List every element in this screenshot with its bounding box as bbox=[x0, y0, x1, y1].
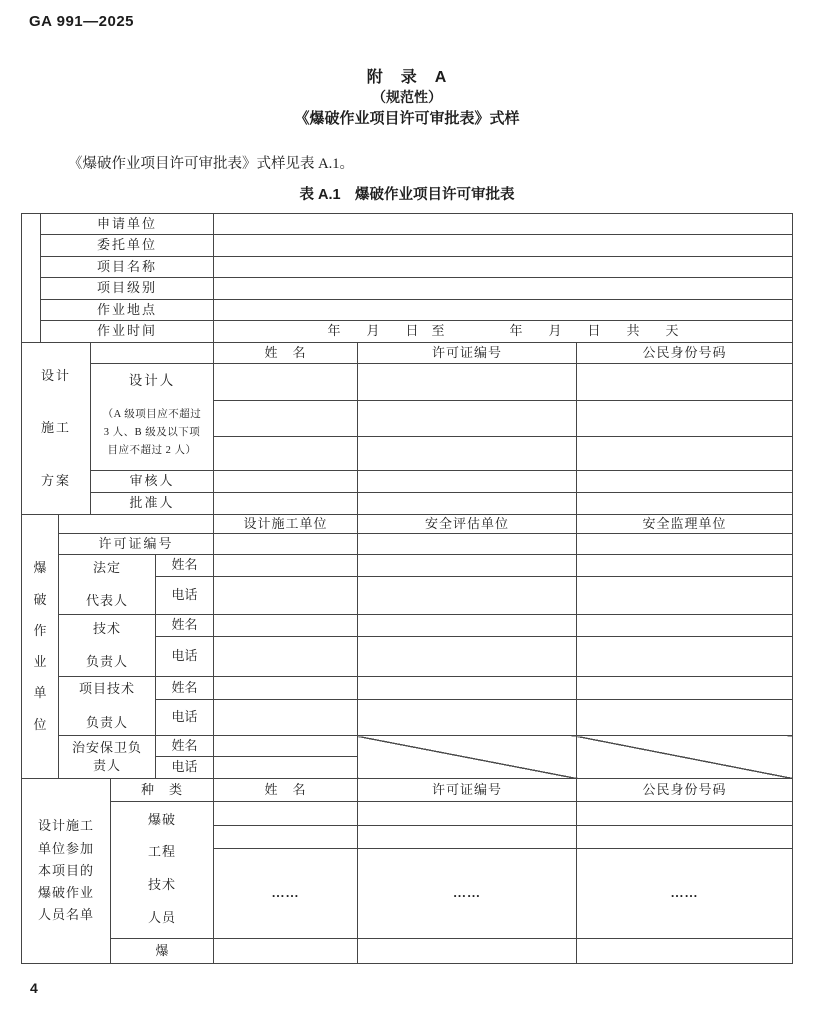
side-label-line: 方案 bbox=[40, 472, 71, 488]
value-cell bbox=[214, 278, 793, 300]
value-cell bbox=[577, 700, 793, 736]
page-number: 4 bbox=[30, 980, 38, 996]
value-cell bbox=[214, 637, 358, 677]
field-phone-label: 电话 bbox=[156, 577, 214, 615]
value-cell bbox=[577, 493, 793, 515]
field-label-work-site: 作业地点 bbox=[41, 300, 214, 321]
value-cell bbox=[214, 437, 358, 471]
field-name-label: 姓名 bbox=[156, 736, 214, 757]
role-label-line: 代表人 bbox=[85, 593, 128, 608]
value-cell bbox=[214, 257, 793, 278]
value-cell bbox=[577, 534, 793, 555]
role-label-line: 技术 bbox=[92, 620, 121, 636]
value-cell bbox=[214, 939, 358, 964]
value-cell bbox=[577, 471, 793, 493]
role-label-security-chief bbox=[59, 736, 156, 779]
value-cell bbox=[214, 364, 358, 401]
role-label-tech-chief bbox=[59, 615, 156, 677]
role-label-line: 责人 bbox=[92, 758, 121, 773]
header-citizen-id: 公民身份号码 bbox=[577, 779, 793, 802]
value-cell bbox=[577, 637, 793, 677]
header-name: 姓 名 bbox=[214, 779, 358, 802]
value-cell bbox=[577, 555, 793, 577]
unit-section-side-label bbox=[22, 515, 59, 779]
field-label-work-time: 作业时间 bbox=[41, 321, 214, 343]
type-label-line: 爆破 bbox=[147, 811, 176, 827]
header-permit-no: 许可证编号 bbox=[358, 343, 577, 364]
roster-label-line: 爆破作业 bbox=[37, 885, 94, 901]
value-cell bbox=[358, 700, 577, 736]
value-cell bbox=[214, 757, 358, 779]
value-cell bbox=[214, 577, 358, 615]
field-name-label: 姓名 bbox=[156, 677, 214, 700]
field-name-label: 姓名 bbox=[156, 555, 214, 577]
blank-header-cell bbox=[91, 343, 214, 364]
value-cell bbox=[358, 677, 577, 700]
value-cell bbox=[358, 555, 577, 577]
value-cell bbox=[358, 534, 577, 555]
reviewer-label: 审核人 bbox=[91, 471, 214, 493]
value-cell bbox=[358, 826, 577, 849]
intro-text: 《爆破作业项目许可审批表》式样见表 A.1。 bbox=[68, 156, 354, 172]
role-label-line: 治安保卫负 bbox=[71, 739, 142, 755]
type-label-line: 技术 bbox=[147, 877, 176, 893]
value-cell bbox=[358, 364, 577, 401]
ellipsis-cell: …… bbox=[577, 849, 793, 939]
value-cell bbox=[214, 555, 358, 577]
approval-table-wrapper bbox=[21, 213, 793, 964]
type-label-truncated: 爆 bbox=[111, 939, 214, 964]
value-cell bbox=[214, 677, 358, 700]
field-label-project-name: 项目名称 bbox=[41, 257, 214, 278]
side-label-char: 位 bbox=[33, 716, 47, 732]
field-label-applicant: 申请单位 bbox=[41, 214, 214, 235]
field-name-label: 姓名 bbox=[156, 615, 214, 637]
header-citizen-id: 公民身份号码 bbox=[577, 343, 793, 364]
header-assess-unit: 安全评估单位 bbox=[358, 515, 577, 534]
value-cell bbox=[214, 700, 358, 736]
header-name: 姓 名 bbox=[214, 343, 358, 364]
na-diagonal-cell bbox=[577, 736, 793, 779]
appendix-form-name: 《爆破作业项目许可审批表》式样 bbox=[294, 110, 520, 127]
table-caption: 表 A.1 爆破作业项目许可审批表 bbox=[299, 187, 515, 203]
value-cell bbox=[214, 401, 358, 437]
type-label-line: 人员 bbox=[147, 910, 176, 926]
roster-label-line: 人员名单 bbox=[37, 907, 94, 923]
permit-no-label: 许可证编号 bbox=[59, 534, 214, 555]
designer-note-line: 目应不超过 2 人） bbox=[107, 445, 197, 457]
designer-label: 设计人 bbox=[128, 372, 176, 388]
value-cell bbox=[577, 939, 793, 964]
roster-label-line: 设计施工 bbox=[37, 818, 94, 834]
appendix-subtitle: （规范性） bbox=[372, 89, 442, 105]
appendix-title: 附 录 A bbox=[366, 69, 448, 86]
value-cell bbox=[358, 577, 577, 615]
side-label-char: 爆 bbox=[33, 560, 47, 576]
header-supervise-unit: 安全监理单位 bbox=[577, 515, 793, 534]
value-cell bbox=[577, 826, 793, 849]
roster-label-line: 单位参加 bbox=[37, 840, 94, 856]
header-permit-no: 许可证编号 bbox=[358, 779, 577, 802]
value-cell bbox=[358, 939, 577, 964]
value-cell bbox=[358, 437, 577, 471]
side-label-char: 破 bbox=[33, 591, 47, 607]
header-design-unit: 设计施工单位 bbox=[214, 515, 358, 534]
value-cell bbox=[214, 471, 358, 493]
value-cell bbox=[577, 437, 793, 471]
ellipsis-cell: …… bbox=[358, 849, 577, 939]
roster-side-label bbox=[22, 779, 111, 964]
value-cell bbox=[358, 401, 577, 437]
value-cell bbox=[577, 364, 793, 401]
role-label-line: 负责人 bbox=[85, 654, 128, 669]
value-cell bbox=[358, 471, 577, 493]
field-phone-label: 电话 bbox=[156, 757, 214, 779]
value-cell bbox=[214, 802, 358, 826]
value-cell bbox=[358, 637, 577, 677]
ellipsis-cell: …… bbox=[214, 849, 358, 939]
side-label-line: 施工 bbox=[40, 420, 71, 436]
value-cell bbox=[214, 534, 358, 555]
side-label-line: 设计 bbox=[40, 368, 71, 384]
blank-header-cell bbox=[59, 515, 214, 534]
roster-label-line: 本项目的 bbox=[37, 862, 94, 878]
designer-note-line: （A 级项目应不超过 bbox=[102, 409, 202, 421]
field-phone-label: 电话 bbox=[156, 700, 214, 736]
value-cell bbox=[358, 802, 577, 826]
field-phone-label: 电话 bbox=[156, 637, 214, 677]
approver-label: 批准人 bbox=[91, 493, 214, 515]
value-cell bbox=[214, 235, 793, 257]
value-cell bbox=[214, 736, 358, 757]
value-cell bbox=[214, 300, 793, 321]
side-label-char: 业 bbox=[33, 654, 47, 669]
role-label-line: 项目技术 bbox=[78, 681, 135, 697]
type-label-cell bbox=[111, 802, 214, 939]
value-cell bbox=[358, 493, 577, 515]
type-label-line: 工程 bbox=[147, 844, 176, 860]
value-cell bbox=[214, 615, 358, 637]
value-cell bbox=[577, 615, 793, 637]
designer-note-line: 3 人、B 级及以下项 bbox=[103, 427, 201, 439]
value-cell bbox=[214, 493, 358, 515]
blank-corner-cell bbox=[22, 214, 41, 343]
header-type: 种 类 bbox=[111, 779, 214, 802]
role-label-line: 负责人 bbox=[85, 714, 128, 730]
work-time-value: 年 月 日 至 年 月 日 共 天 bbox=[214, 321, 793, 343]
value-cell bbox=[577, 802, 793, 826]
role-label-line: 法定 bbox=[92, 559, 121, 575]
value-cell bbox=[577, 677, 793, 700]
value-cell bbox=[577, 401, 793, 437]
approval-table bbox=[21, 213, 793, 964]
designer-label-cell bbox=[91, 364, 214, 471]
role-label-project-tech-chief bbox=[59, 677, 156, 736]
field-label-client: 委托单位 bbox=[41, 235, 214, 257]
field-label-project-level: 项目级别 bbox=[41, 278, 214, 300]
design-section-side-label bbox=[22, 343, 91, 515]
doc-code: GA 991—2025 bbox=[29, 13, 135, 30]
value-cell bbox=[214, 826, 358, 849]
value-cell bbox=[214, 214, 793, 235]
na-diagonal-cell bbox=[358, 736, 577, 779]
side-label-char: 单 bbox=[33, 685, 47, 701]
value-cell bbox=[577, 577, 793, 615]
value-cell bbox=[358, 615, 577, 637]
side-label-char: 作 bbox=[33, 622, 47, 638]
role-label-legal-rep bbox=[59, 555, 156, 615]
